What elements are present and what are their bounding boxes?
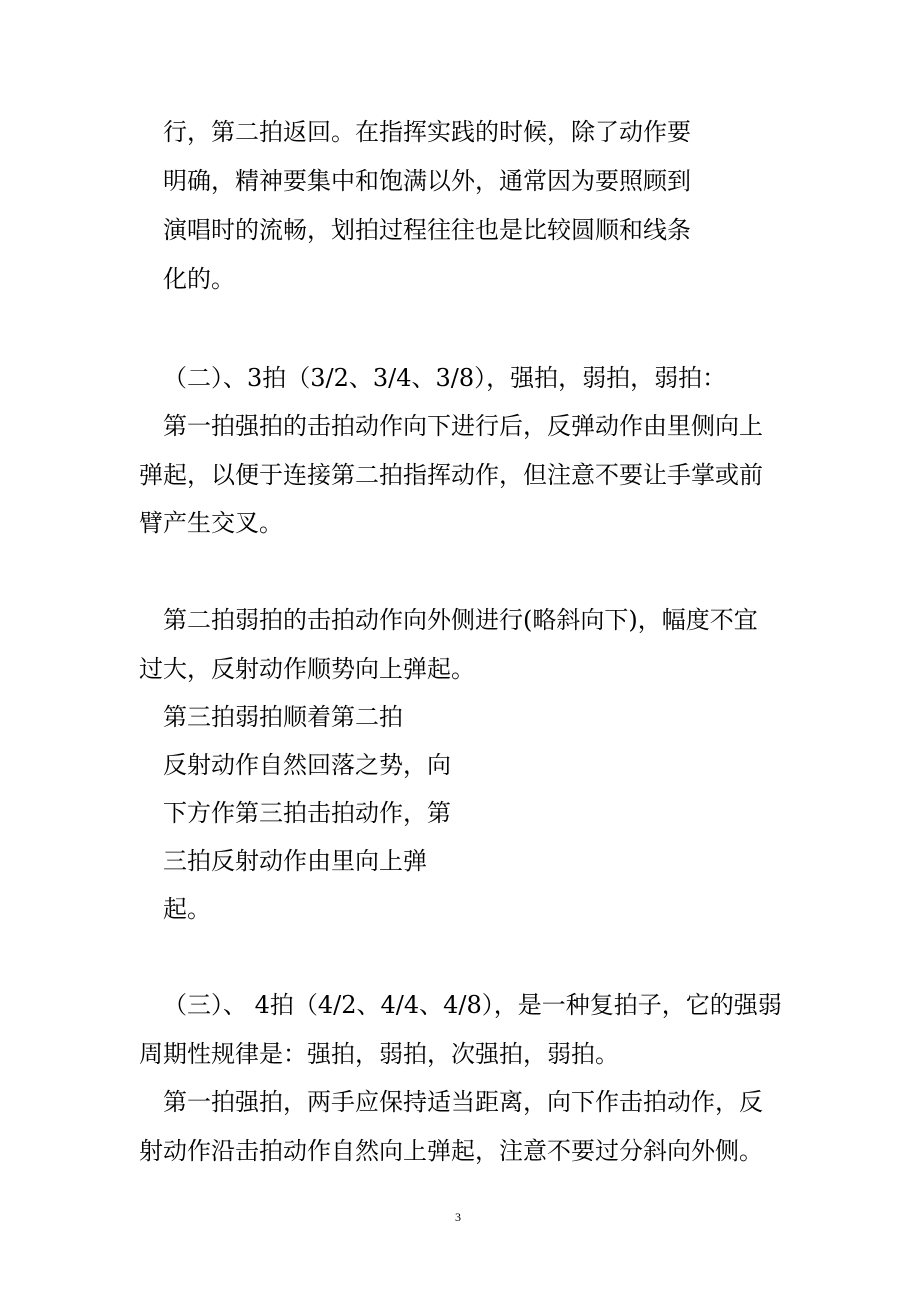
- text-line: 周期性规律是：强拍，弱拍，次强拍，弱拍。: [139, 1040, 619, 1068]
- section-heading: （三）、 4拍（4/2、4/4、4/8），是一种复拍子，它的强弱: [163, 991, 782, 1019]
- text-line: 弹起，以便于连接第二拍指挥动作，但注意不要让手掌或前: [139, 461, 763, 489]
- text-line: 第三拍弱拍顺着第二拍: [163, 703, 403, 731]
- text-line: 三拍反射动作由里向上弹: [163, 847, 427, 875]
- text-line: 过大，反射动作顺势向上弹起。: [139, 655, 475, 683]
- text-line: 第一拍强拍，两手应保持适当距离，向下作击拍动作，反: [163, 1088, 763, 1116]
- text-line: 第一拍强拍的击拍动作向下进行后，反弹动作由里侧向上: [163, 412, 763, 440]
- text-line: 第二拍弱拍的击拍动作向外侧进行(略斜向下)，幅度不宜: [163, 606, 758, 634]
- text-line: 演唱时的流畅，划拍过程往往也是比较圆顺和线条: [163, 216, 691, 244]
- text-line: 下方作第三拍击拍动作，第: [163, 799, 451, 827]
- text-line: 明确，精神要集中和饱满以外，通常因为要照顾到: [163, 167, 691, 195]
- text-line: 反射动作自然回落之势，向: [163, 751, 451, 779]
- text-line: 射动作沿击拍动作自然向上弹起，注意不要过分斜向外侧。: [139, 1137, 763, 1165]
- text-line: 行，第二拍返回。在指挥实践的时候，除了动作要: [163, 118, 691, 146]
- section-heading: （二）、3拍（3/2、3/4、3/8），强拍，弱拍，弱拍：: [163, 364, 727, 392]
- text-line: 起。: [163, 895, 211, 923]
- page-number: 3: [455, 1210, 461, 1224]
- text-line: 臂产生交叉。: [139, 509, 283, 537]
- text-line: 化的。: [163, 265, 235, 293]
